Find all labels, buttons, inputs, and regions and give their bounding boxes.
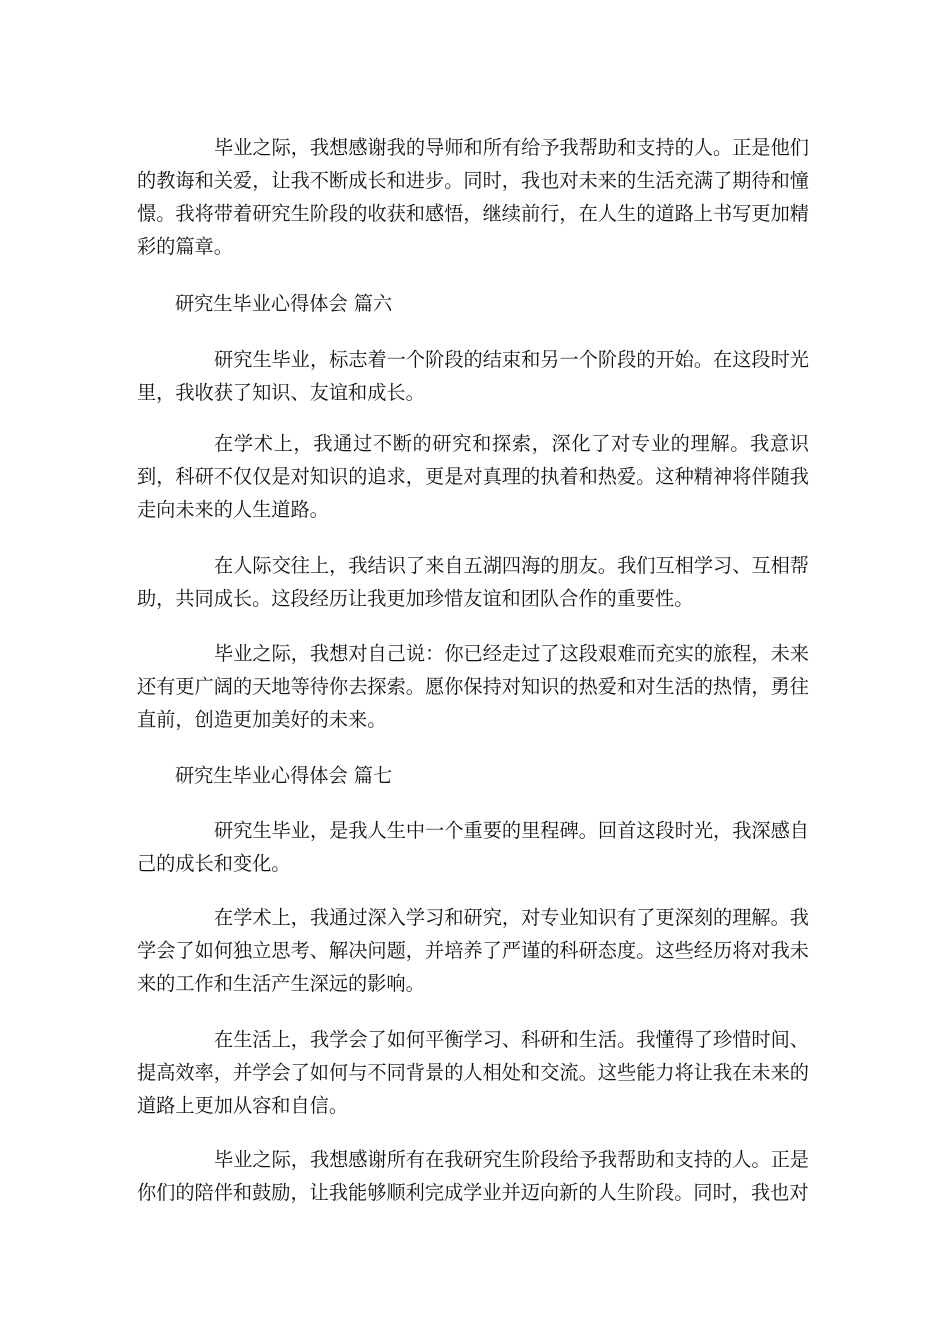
- paragraph-thanks-mentors: 毕业之际，我想感谢我的导师和所有给予我帮助和支持的人。正是他们的教诲和关爱，让我不断成长和进步。同时，我也对未来的生活充满了期待和憧憬。我将带着研究生阶段的收获和感悟，继续前行，在人生的道路上书写更加精彩的篇章。: [137, 136, 809, 258]
- paragraph-6-academic: 在学术上，我通过不断的研究和探索，深化了对专业的理解。我意识到，科研不仅仅是对知识的追求，更是对真理的执着和热爱。这种精神将伴随我走向未来的人生道路。: [137, 432, 809, 521]
- paragraph-6-social: 在人际交往上，我结识了来自五湖四海的朋友。我们互相学习、互相帮助，共同成长。这段经历让我更加珍惜友谊和团队合作的重要性。: [137, 554, 809, 610]
- section-heading-7: 研究生毕业心得体会 篇七: [175, 764, 393, 787]
- paragraph-6-farewell: 毕业之际，我想对自己说：你已经走过了这段艰难而充实的旅程，未来还有更广阔的天地等待你去探索。愿你保持对知识的热爱和对生活的热情，勇往直前，创造更加美好的未来。: [137, 642, 809, 731]
- section-heading-6: 研究生毕业心得体会 篇六: [175, 292, 393, 315]
- paragraph-7-academic: 在学术上，我通过深入学习和研究，对专业知识有了更深刻的理解。我学会了如何独立思考、解决问题，并培养了严谨的科研态度。这些经历将对我未来的工作和生活产生深远的影响。: [137, 906, 809, 995]
- paragraph-7-life: 在生活上，我学会了如何平衡学习、科研和生活。我懂得了珍惜时间、提高效率，并学会了如何与不同背景的人相处和交流。这些能力将让我在未来的道路上更加从容和自信。: [137, 1028, 809, 1117]
- paragraph-6-intro: 研究生毕业，标志着一个阶段的结束和另一个阶段的开始。在这段时光里，我收获了知识、友谊和成长。: [137, 348, 809, 404]
- paragraph-7-thanks: 毕业之际，我想感谢所有在我研究生阶段给予我帮助和支持的人。正是你们的陪伴和鼓励，让我能够顺利完成学业并迈向新的人生阶段。同时，我也对: [137, 1148, 809, 1204]
- paragraph-7-intro: 研究生毕业，是我人生中一个重要的里程碑。回首这段时光，我深感自己的成长和变化。: [137, 819, 809, 875]
